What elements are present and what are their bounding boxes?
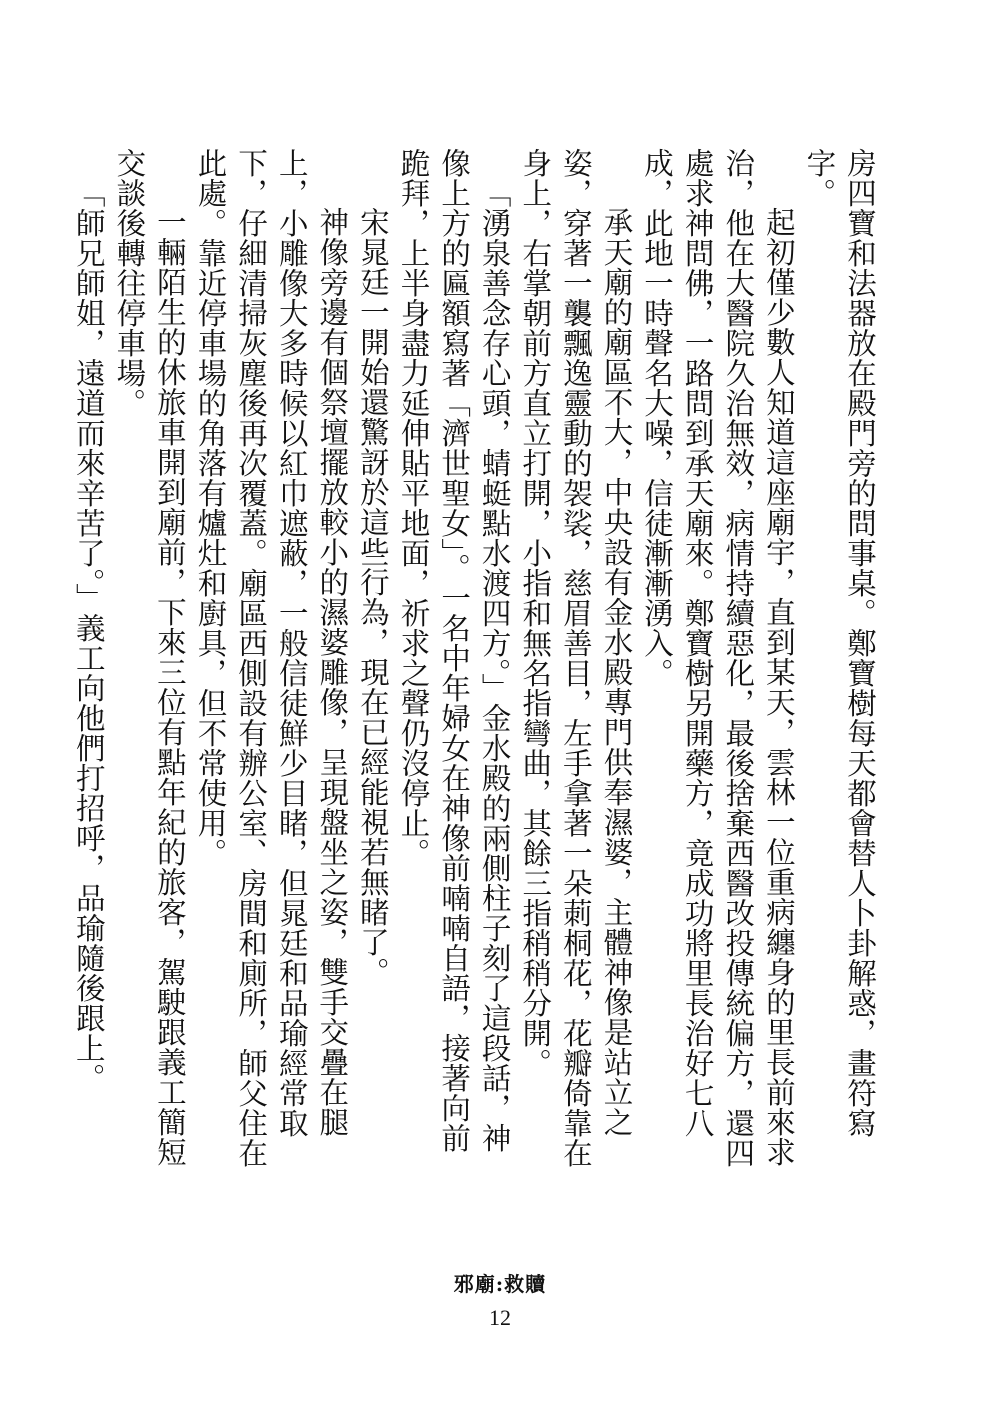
paragraph: 「湧泉善念存心頭，蜻蜓點水渡四方。」金水殿的兩側柱子刻了這段話，神像上方的匾額寫著「濟世聖女」。一名中年婦女在神像前喃喃自語，接著向前跪拜，上半身盡力延伸貼平地面，祈求之聲仍沒停止。 bbox=[396, 148, 512, 1154]
paragraph: 「師兄師姐，遠道而來辛苦了。」義工向他們打招呼，品瑜隨後跟上。 bbox=[71, 177, 106, 1093]
paragraph: 起初僅少數人知道這座廟宇，直到某天，雲林一位重病纏身的里長前來求治，他在大醫院久治無效，病情持續惡化，最後捨棄西醫改投傳統偏方，還四處求神問佛，一路問到承天廟來。鄭寶樹另開藥方，竟成功將里長治好七八成，此地一時聲名大噪，信徒漸漸湧入。 bbox=[640, 148, 796, 1168]
paragraph: 宋晁廷一開始還驚訝於這些行為，現在已經能視若無睹了。 bbox=[355, 207, 390, 987]
paragraph: 承天廟的廟區不大，中央設有金水殿專門供奉濕婆，主體神像是站立之姿，穿著一襲飄逸靈動的袈裟，慈眉善目，左手拿著一朵莿桐花，花瓣倚靠在身上，右掌朝前方直立打開，小指和無名指彎曲，其餘三指稍稍分開。 bbox=[518, 148, 634, 1168]
vertical-body-text bbox=[71, 148, 880, 1168]
book-title: 邪廟:救贖 bbox=[453, 1272, 547, 1296]
page-number: 12 bbox=[489, 1305, 511, 1330]
paragraph: 一輛陌生的休旅車開到廟前，下來三位有點年紀的旅客，駕駛跟義工簡短交談後轉往停車場。 bbox=[112, 148, 187, 1167]
paragraph: 神像旁邊有個祭壇擺放較小的濕婆雕像，呈現盤坐之姿，雙手交疊在腿上，小雕像大多時候以紅巾遮蔽，一般信徒鮮少目睹，但晁廷和品瑜經常取下，仔細清掃灰塵後再次覆蓋。廟區西側設有辦公室、房間和廁所，師父住在此處。靠近停車場的角落有爐灶和廚具，但不常使用。 bbox=[193, 148, 350, 1168]
paragraph: 房四寶和法器放在殿門旁的問事桌。鄭寶樹每天都會替人卜卦解惑，畫符寫字。 bbox=[802, 148, 877, 1138]
